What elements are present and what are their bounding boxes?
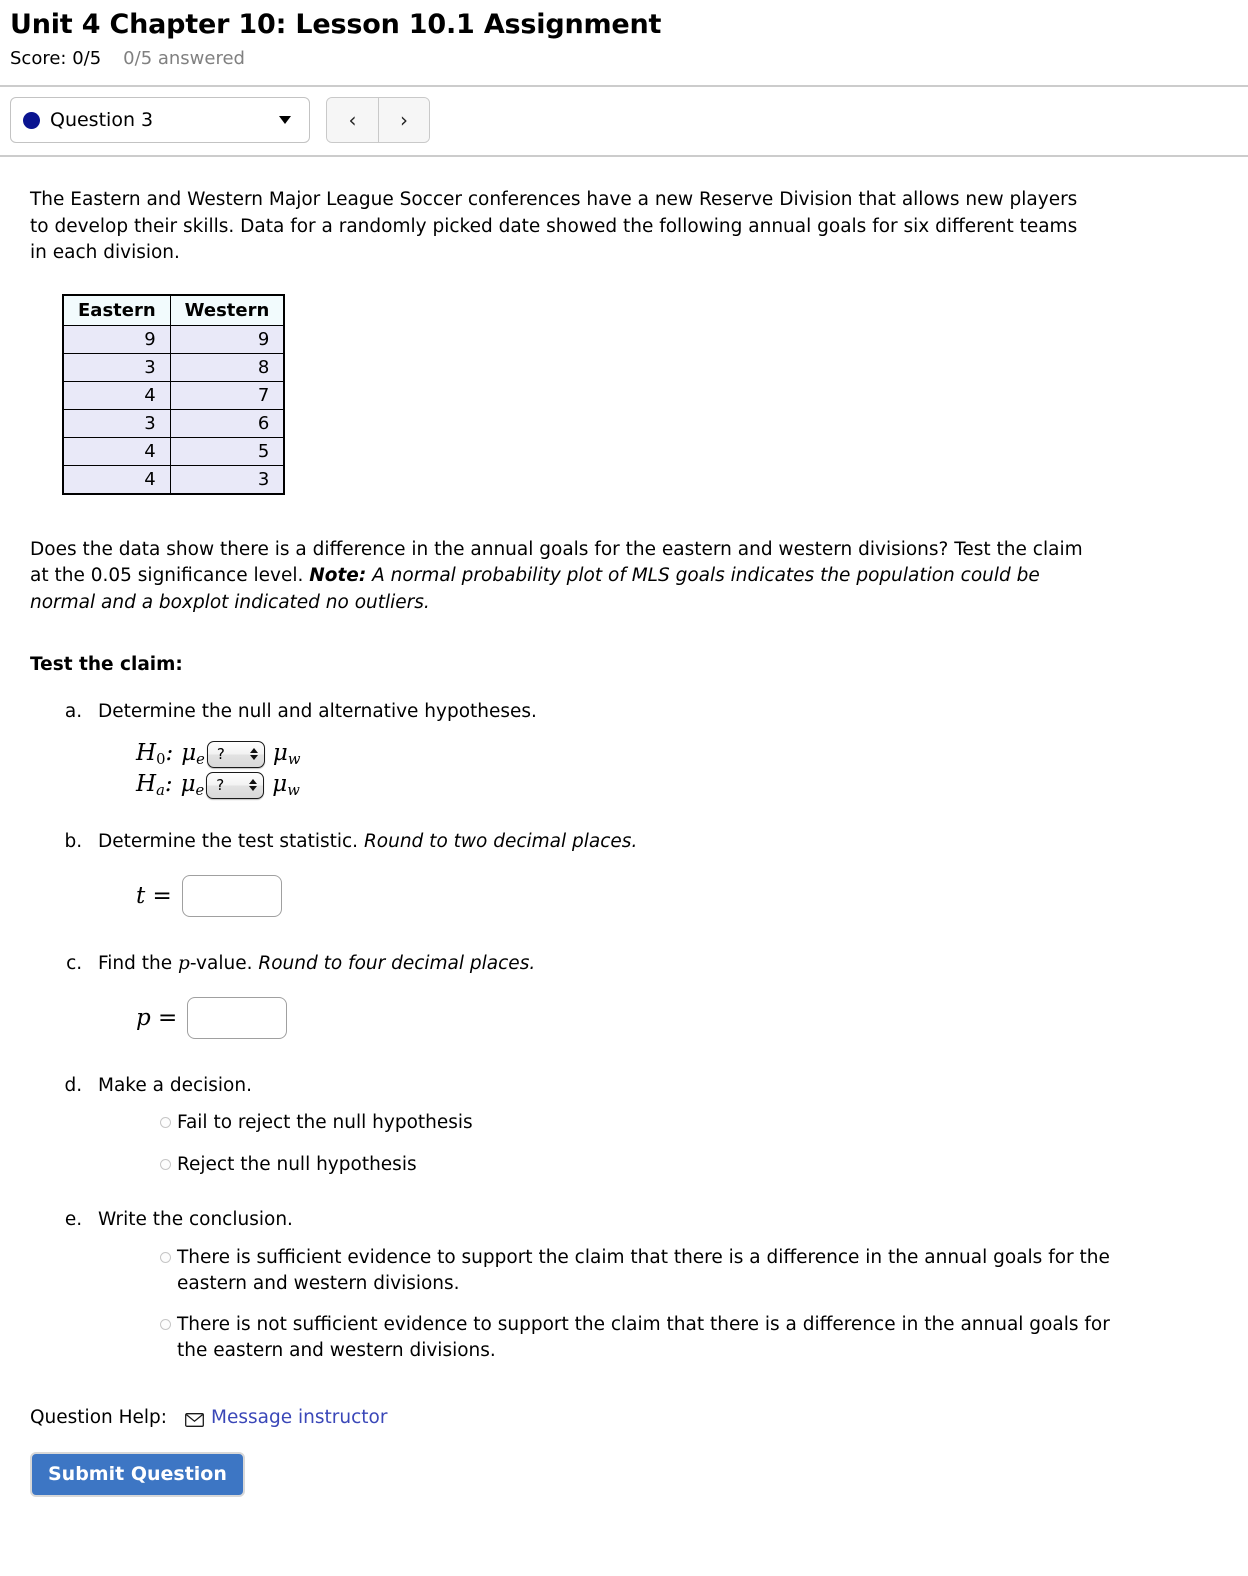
radio-button-icon[interactable] (160, 1319, 171, 1330)
radio-button-icon[interactable] (160, 1117, 171, 1128)
cell-eastern: 3 (63, 410, 170, 438)
decision-option-reject[interactable] (160, 1152, 1120, 1178)
cell-western: 5 (170, 438, 284, 466)
table-row (63, 466, 284, 495)
part-c-prompt-italic: Round to four decimal places. (258, 952, 536, 974)
cell-eastern: 9 (63, 326, 170, 354)
envelope-icon (185, 1411, 204, 1425)
alt-hypothesis-operator-select[interactable] (206, 772, 264, 799)
radio-button-icon[interactable] (160, 1159, 171, 1170)
cell-eastern: 4 (63, 466, 170, 495)
test-statistic-row (136, 875, 1248, 917)
cell-eastern: 4 (63, 438, 170, 466)
part-b-prompt (98, 829, 1248, 855)
test-the-claim-heading: Test the claim: (30, 653, 183, 675)
column-header-western: Western (170, 295, 284, 326)
p-value-row (136, 997, 1248, 1039)
hypotheses-block (136, 739, 1248, 801)
question-selector-dropdown[interactable] (10, 97, 310, 143)
question-nav-bar (0, 87, 1248, 155)
cell-western: 7 (170, 382, 284, 410)
part-c-prompt-plain-1: Find the (98, 952, 179, 974)
submit-question-button[interactable]: Submit Question (30, 1452, 245, 1497)
null-hypothesis-operator-select[interactable] (207, 741, 265, 768)
message-instructor-label: Message instructor (211, 1407, 388, 1429)
conclusion-option-label: There is sufficient evidence to support the claim that there is a difference in the annual goals for the eastern and western divisions. (177, 1247, 1110, 1294)
decision-option-fail-to-reject[interactable] (160, 1110, 1120, 1136)
spinner-arrows-icon (249, 779, 257, 791)
question-help-label: Question Help: (30, 1407, 168, 1429)
alt-select-value: ? (216, 776, 225, 795)
table-row (63, 382, 284, 410)
score-row (10, 48, 1248, 70)
question-content (0, 187, 1248, 1497)
cell-western: 3 (170, 466, 284, 495)
score-text: Score: 0/5 (10, 47, 102, 69)
decision-option-label: Reject the null hypothesis (177, 1153, 417, 1175)
table-row (63, 326, 284, 354)
prompt-text: Does the data show there is a difference in the annual goals for the eastern and western divisions? Test the claim at the 0.05 significance level. (30, 539, 1083, 587)
alt-hypothesis-line (136, 770, 1248, 801)
divider-below-nav (0, 155, 1248, 157)
p-value-input[interactable] (187, 997, 287, 1039)
part-b-prompt-plain: Determine the test statistic. (98, 830, 364, 852)
chevron-down-icon (279, 116, 291, 124)
page-title: Unit 4 Chapter 10: Lesson 10.1 Assignment (10, 9, 662, 40)
cell-western: 9 (170, 326, 284, 354)
part-c-prompt-plain-2: -value. (189, 952, 259, 974)
cell-western: 8 (170, 354, 284, 382)
conclusion-option-sufficient[interactable] (160, 1245, 1120, 1296)
question-status-dot (23, 112, 40, 129)
t-equals-label: t = (136, 882, 172, 909)
question-parts-list (0, 699, 1248, 1364)
decision-option-label: Fail to reject the null hypothesis (177, 1112, 473, 1134)
message-instructor-link[interactable] (185, 1407, 387, 1428)
cell-eastern: 3 (63, 354, 170, 382)
part-d-prompt: d. Make a decision. (98, 1074, 252, 1096)
conclusion-radio-group (160, 1245, 1248, 1363)
p-symbol: p (178, 952, 190, 974)
test-statistic-input[interactable] (182, 875, 282, 917)
column-header-eastern: Eastern (63, 295, 170, 326)
table-row (63, 410, 284, 438)
conclusion-option-not-sufficient[interactable] (160, 1312, 1120, 1363)
part-e (88, 1207, 1248, 1363)
mu-eastern-alt: $\mu_e$ (180, 771, 205, 800)
question-help-row (30, 1407, 1248, 1428)
part-a-prompt: a. Determine the null and alternative hypotheses. (98, 700, 537, 722)
mu-western-null: $\mu_w$ (272, 740, 301, 769)
table-row (63, 438, 284, 466)
question-nav-buttons (326, 97, 430, 143)
prev-question-button[interactable]: ‹ (327, 98, 378, 142)
question-selector-label: Question 3 (50, 109, 154, 132)
decision-radio-group (160, 1110, 1248, 1177)
null-select-value: ? (216, 745, 225, 764)
table-header-row (63, 295, 284, 326)
note-text: A normal probability plot of MLS goals indicates the population could be normal and a boxplot indicated no outliers. (30, 565, 1040, 613)
answered-text: 0/5 answered (123, 47, 245, 69)
null-hypothesis-line (136, 739, 1248, 770)
radio-button-icon[interactable] (160, 1252, 171, 1263)
part-e-prompt: e. Write the conclusion. (98, 1209, 293, 1231)
note-label: Note: (309, 565, 367, 587)
alt-hypothesis-symbol: $H_a$: (136, 771, 173, 800)
part-d (88, 1073, 1248, 1178)
p-equals-label: p = (136, 1004, 178, 1031)
part-c-prompt (98, 951, 1248, 977)
part-b (88, 829, 1248, 917)
cell-eastern: 4 (63, 382, 170, 410)
mu-western-alt: $\mu_w$ (272, 771, 300, 800)
cell-western: 6 (170, 410, 284, 438)
problem-prompt (30, 537, 1090, 616)
problem-intro: The Eastern and Western Major League Soccer conferences have a new Reserve Division that allows new players to develop their skills. Data for a randomly picked date showed the following annual goals for six different teams in each division. (30, 189, 1078, 263)
part-c (88, 951, 1248, 1039)
conclusion-option-label: There is not sufficient evidence to support the claim that there is a difference in the annual goals for the eastern and western divisions. (177, 1314, 1110, 1361)
null-hypothesis-symbol: $H_0$: (136, 740, 174, 769)
goals-data-table (62, 294, 285, 495)
part-b-prompt-italic: Round to two decimal places. (363, 830, 638, 852)
spinner-arrows-icon (250, 748, 258, 760)
part-a (88, 699, 1248, 801)
table-row (63, 354, 284, 382)
next-question-button[interactable]: › (378, 98, 429, 142)
assignment-page (0, 10, 1248, 1497)
mu-eastern-null: $\mu_e$ (181, 740, 205, 769)
